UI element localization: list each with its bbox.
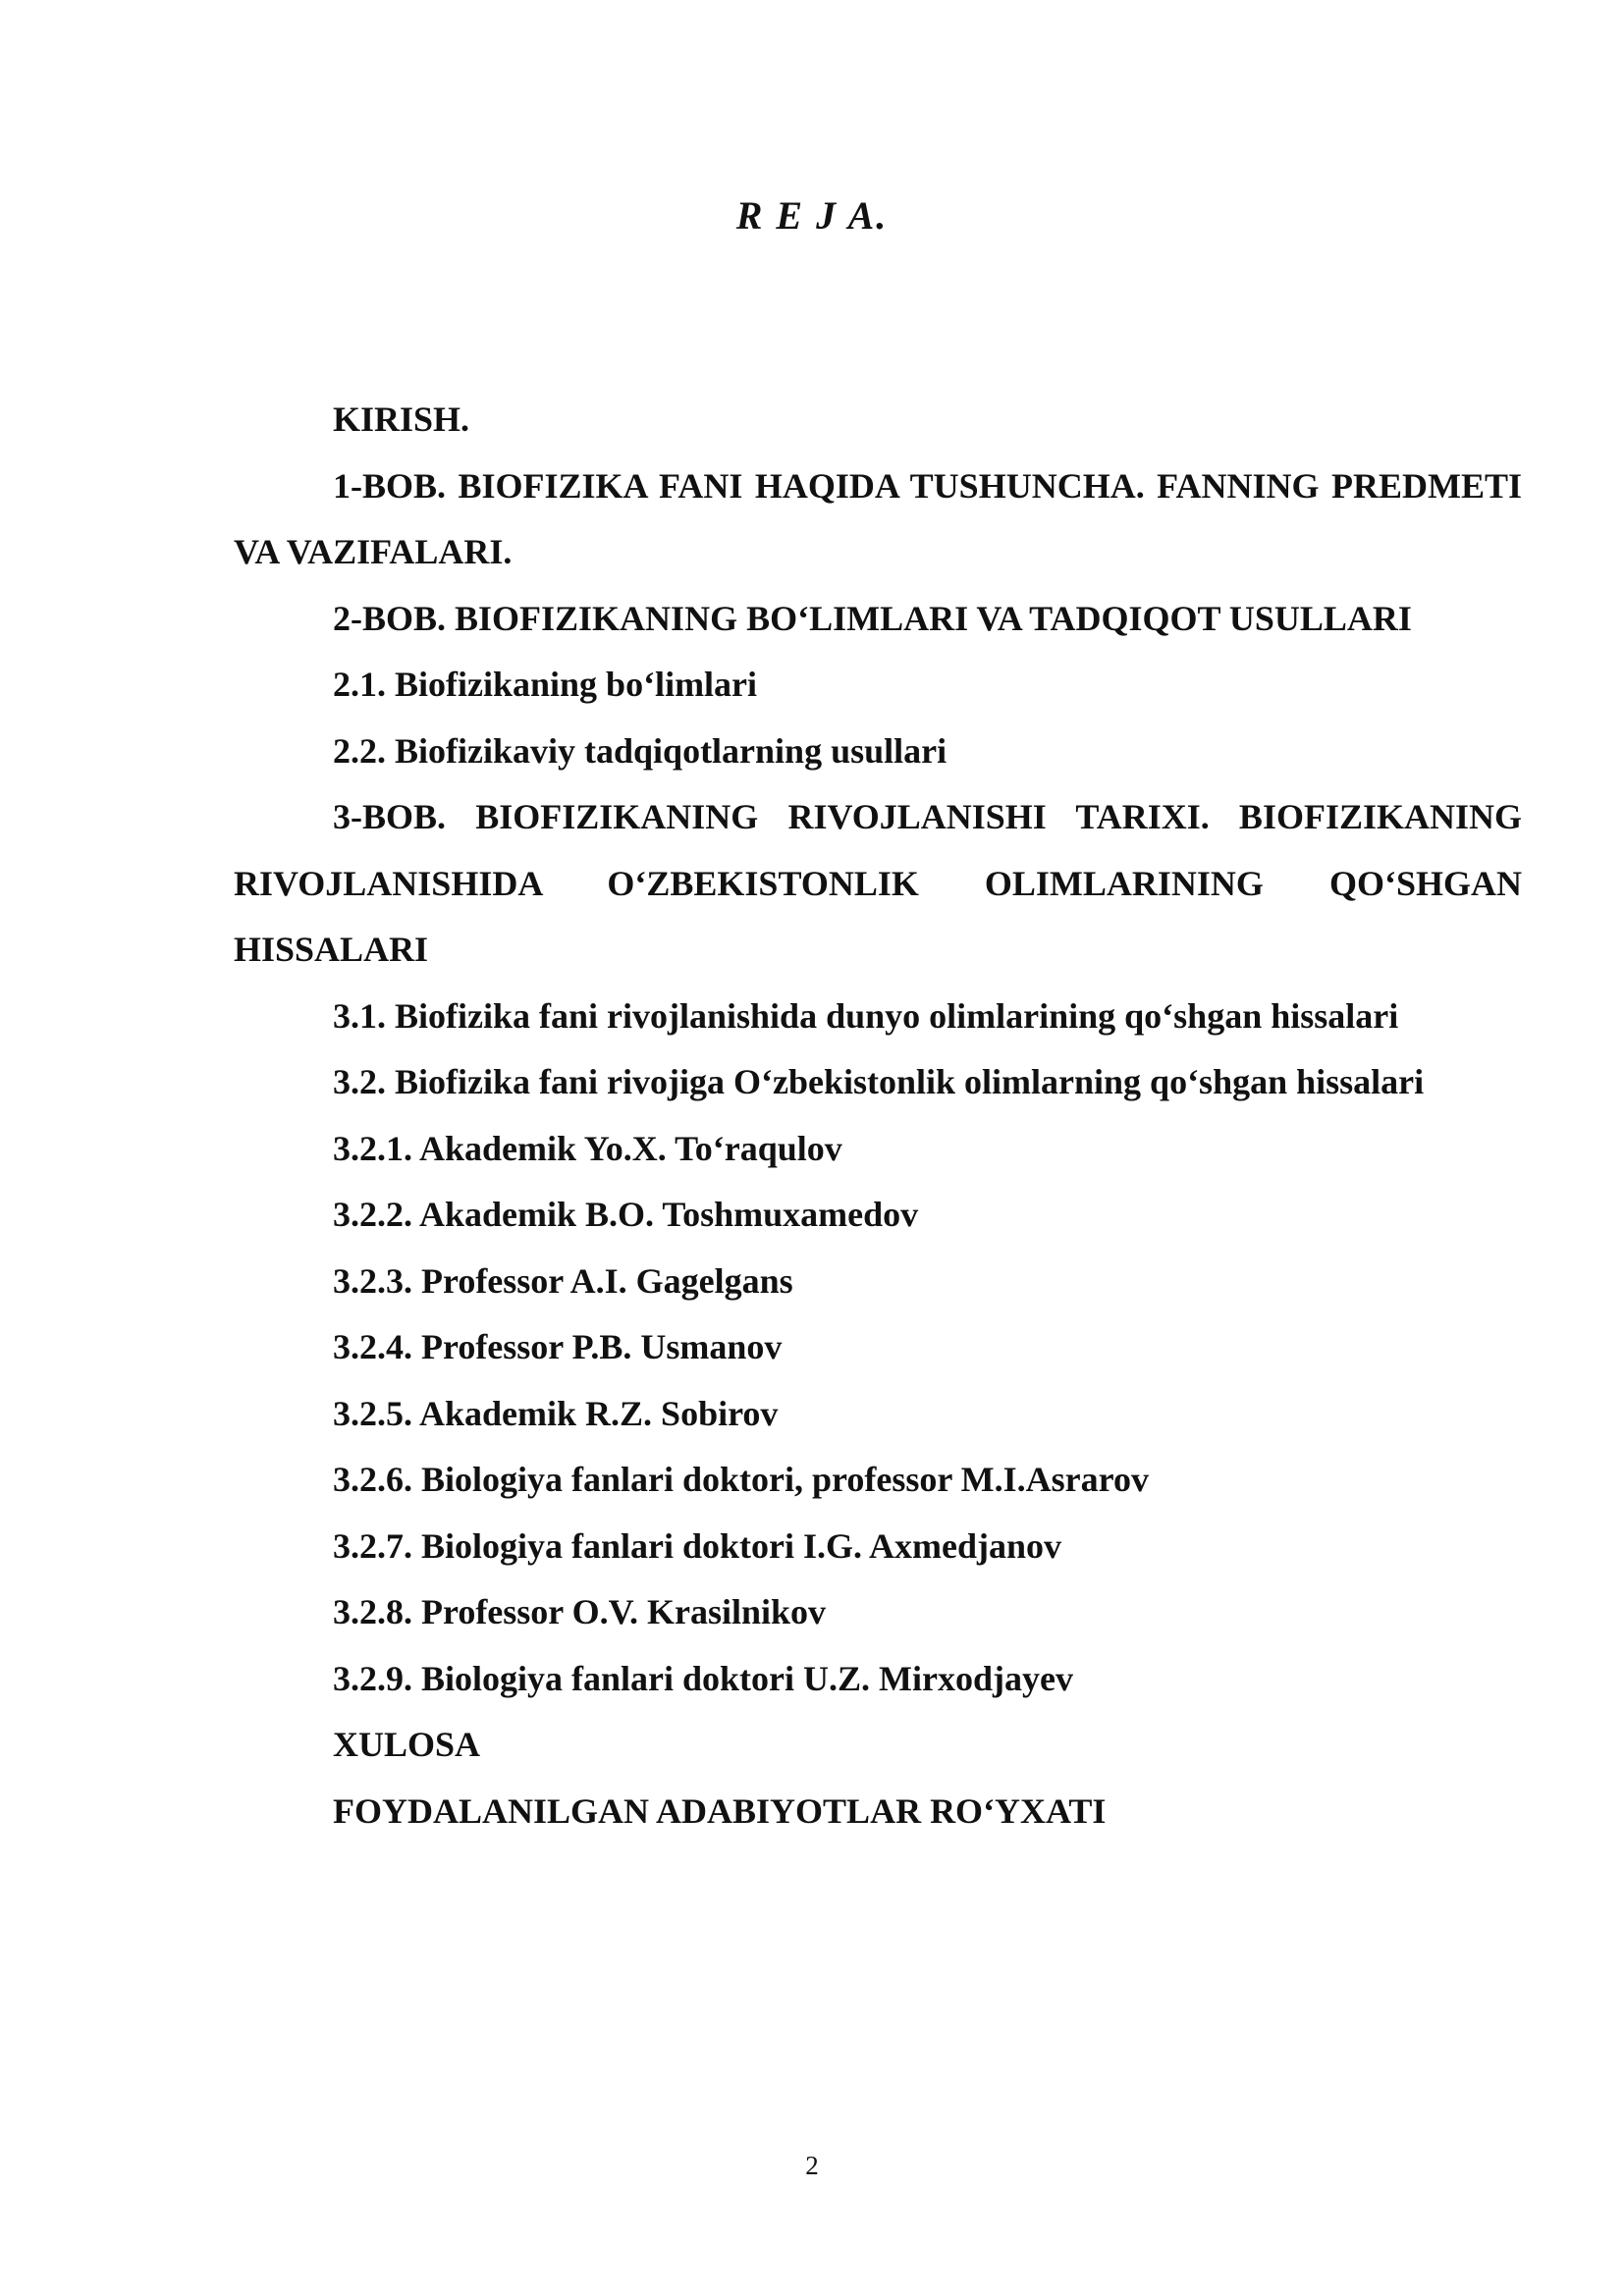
toc-entry-xulosa: XULOSA: [333, 1725, 481, 1764]
toc-entry-section-3-2-1: 3.2.1. Akademik Yo.X. To‘raqulov: [333, 1128, 842, 1168]
toc-entry-section-3-2-8: 3.2.8. Professor O.V. Krasilnikov: [333, 1592, 827, 1631]
page-title: R E J A.: [735, 193, 889, 238]
toc-entry-section-3-2-3: 3.2.3. Professor A.I. Gagelgans: [333, 1260, 793, 1301]
toc-entry-chapter-3: 3-BOB. BIOFIZIKANING RIVOJLANISHI TARIXI. BIOFIZIKANING RIVOJLANISHIDA O‘ZBEKISTONLIK OLIMLARINING QO‘SHGAN HISSALARI: [234, 797, 1522, 969]
table-of-contents: [234, 387, 1522, 1844]
toc-entry-chapter-1: 1-BOB. BIOFIZIKA FANI HAQIDA TUSHUNCHA. FANNING PREDMETI VA VAZIFALARI.: [234, 465, 1522, 571]
toc-entry-section-3-2-4: 3.2.4. Professor P.B. Usmanov: [333, 1327, 783, 1366]
toc-entry-section-3-2-6: 3.2.6. Biologiya fanlari doktori, professor M.I.Asrarov: [333, 1460, 1149, 1499]
toc-entry-section-3-2-9: 3.2.9. Biologiya fanlari doktori U.Z. Mirxodjayev: [333, 1658, 1073, 1698]
toc-entry-section-3-1: 3.1. Biofizika fani rivojlanishida dunyo olimlarining qo‘shgan hissalari: [333, 995, 1399, 1036]
page-number: 2: [805, 2151, 819, 2180]
toc-entry-section-2-1: 2.1. Biofizikaning bo‘limlari: [333, 665, 758, 704]
toc-entry-chapter-2: 2-BOB. BIOFIZIKANING BO‘LIMLARI VA TADQIQOT USULLARI: [333, 598, 1412, 638]
toc-entry-section-3-2-7: 3.2.7. Biologiya fanlari doktori I.G. Axmedjanov: [333, 1525, 1062, 1566]
toc-entry-kirish: KIRISH.: [333, 400, 470, 439]
toc-entry-section-3-2: 3.2. Biofizika fani rivojiga O‘zbekistonlik olimlarning qo‘shgan hissalari: [333, 1062, 1425, 1101]
toc-entry-references: FOYDALANILGAN ADABIYOTLAR RO‘YXATI: [333, 1790, 1107, 1831]
toc-entry-section-3-2-2: 3.2.2. Akademik B.O. Toshmuxamedov: [333, 1195, 919, 1234]
toc-entry-section-3-2-5: 3.2.5. Akademik R.Z. Sobirov: [333, 1393, 779, 1433]
toc-entry-section-2-2: 2.2. Biofizikaviy tadqiqotlarning usullari: [333, 730, 947, 771]
